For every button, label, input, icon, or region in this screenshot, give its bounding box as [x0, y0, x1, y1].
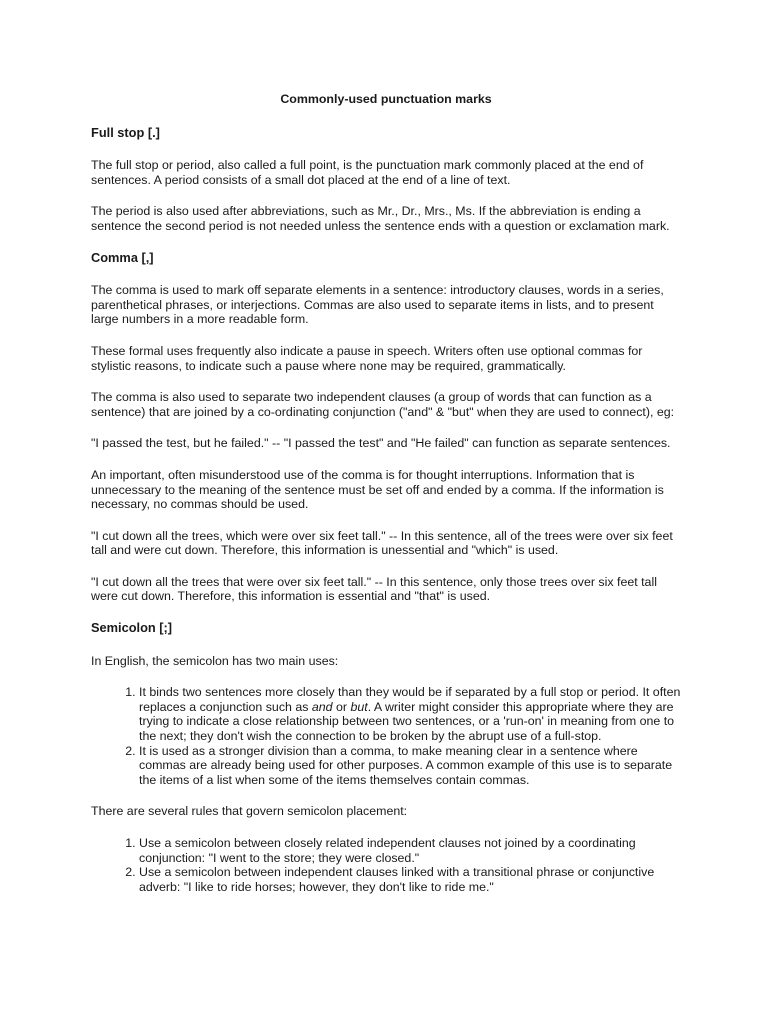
semicolon-uses-list	[91, 685, 681, 787]
emphasis-text: but	[350, 699, 368, 714]
paragraph: The comma is used to mark off separate elements in a sentence: introductory clauses, words in a series, parenthetical phrases, or interjections. Commas are also used to separate items in lists, and to present large numbers in a more readable form.	[91, 283, 664, 327]
paragraph: The comma is also used to separate two independent clauses (a group of words that can function as a sentence) that are joined by a co-ordinating conjunction ("and" & "but" when they are used to connect), eg:	[91, 390, 675, 419]
emphasis-text: and	[311, 699, 333, 714]
list-item-text: It binds two sentences more closely than they would be if separated by a full stop or period. It often replaces a conjunction such as	[139, 685, 681, 714]
semicolon-rules-list	[91, 836, 681, 894]
heading-semicolon: Semicolon [;]	[91, 620, 173, 636]
heading-full-stop: Full stop [.]	[91, 124, 160, 140]
paragraph: The full stop or period, also called a full point, is the punctuation mark commonly placed at the end of sentences. A period consists of a small dot placed at the end of a line of text.	[91, 158, 644, 187]
example-paragraph: "I cut down all the trees, which were over six feet tall." -- In this sentence, all of the trees were over six feet tall and were cut down. Therefore, this information is unessential and "which" is used.	[91, 528, 673, 558]
list-item: 1. Use a semicolon between closely related independent clauses not joined by a coordinating conjunction: "I went to the store; they were closed."	[139, 836, 681, 865]
list-item-text: or	[332, 699, 351, 714]
example-paragraph: "I cut down all the trees that were over six feet tall." -- In this sentence, only those trees over six feet tall were cut down. Therefore, this information is essential and "that" is used.	[91, 574, 657, 604]
list-item-text: . A writer might consider this appropriate where they are trying to indicate a close relationship between two sentences, or a 'run-on' in meaning from one to the next; they don't wish the connection to be broken by the abrupt use of a full-stop.	[139, 699, 675, 744]
paragraph: There are several rules that govern semicolon placement:	[91, 804, 408, 819]
paragraph: These formal uses frequently also indicate a pause in speech. Writers often use optional commas for stylistic reasons, to indicate such a pause where none may be required, grammatically.	[91, 343, 643, 373]
example-paragraph: "I passed the test, but he failed." -- "I passed the test" and "He failed" can function as separate sentences.	[91, 436, 671, 451]
list-item	[139, 685, 681, 743]
list-item: 2. It is used as a stronger division than a comma, to make meaning clear in a sentence where commas are already being used for other purposes. A common example of this use is to separate the items of a list when some of the items themselves contain commas.	[139, 744, 681, 788]
document-page	[91, 92, 681, 911]
paragraph: The period is also used after abbreviations, such as Mr., Dr., Mrs., Ms. If the abbreviation is ending a sentence the second period is not needed unless the sentence ends with a question or exclamation mark.	[91, 204, 670, 233]
heading-comma: Comma [,]	[91, 249, 154, 265]
list-item: 2. Use a semicolon between independent clauses linked with a transitional phrase or conjunctive adverb: "I like to ride horses; however, they don't like to ride me."	[139, 865, 681, 894]
document-title: Commonly-used punctuation marks	[280, 92, 492, 106]
paragraph: In English, the semicolon has two main uses:	[91, 653, 339, 668]
paragraph: An important, often misunderstood use of the comma is for thought interruptions. Information that is unnecessary to the meaning of the sentence must be set off and ended by a comma. If the information is necessary, no commas should be used.	[91, 467, 664, 512]
